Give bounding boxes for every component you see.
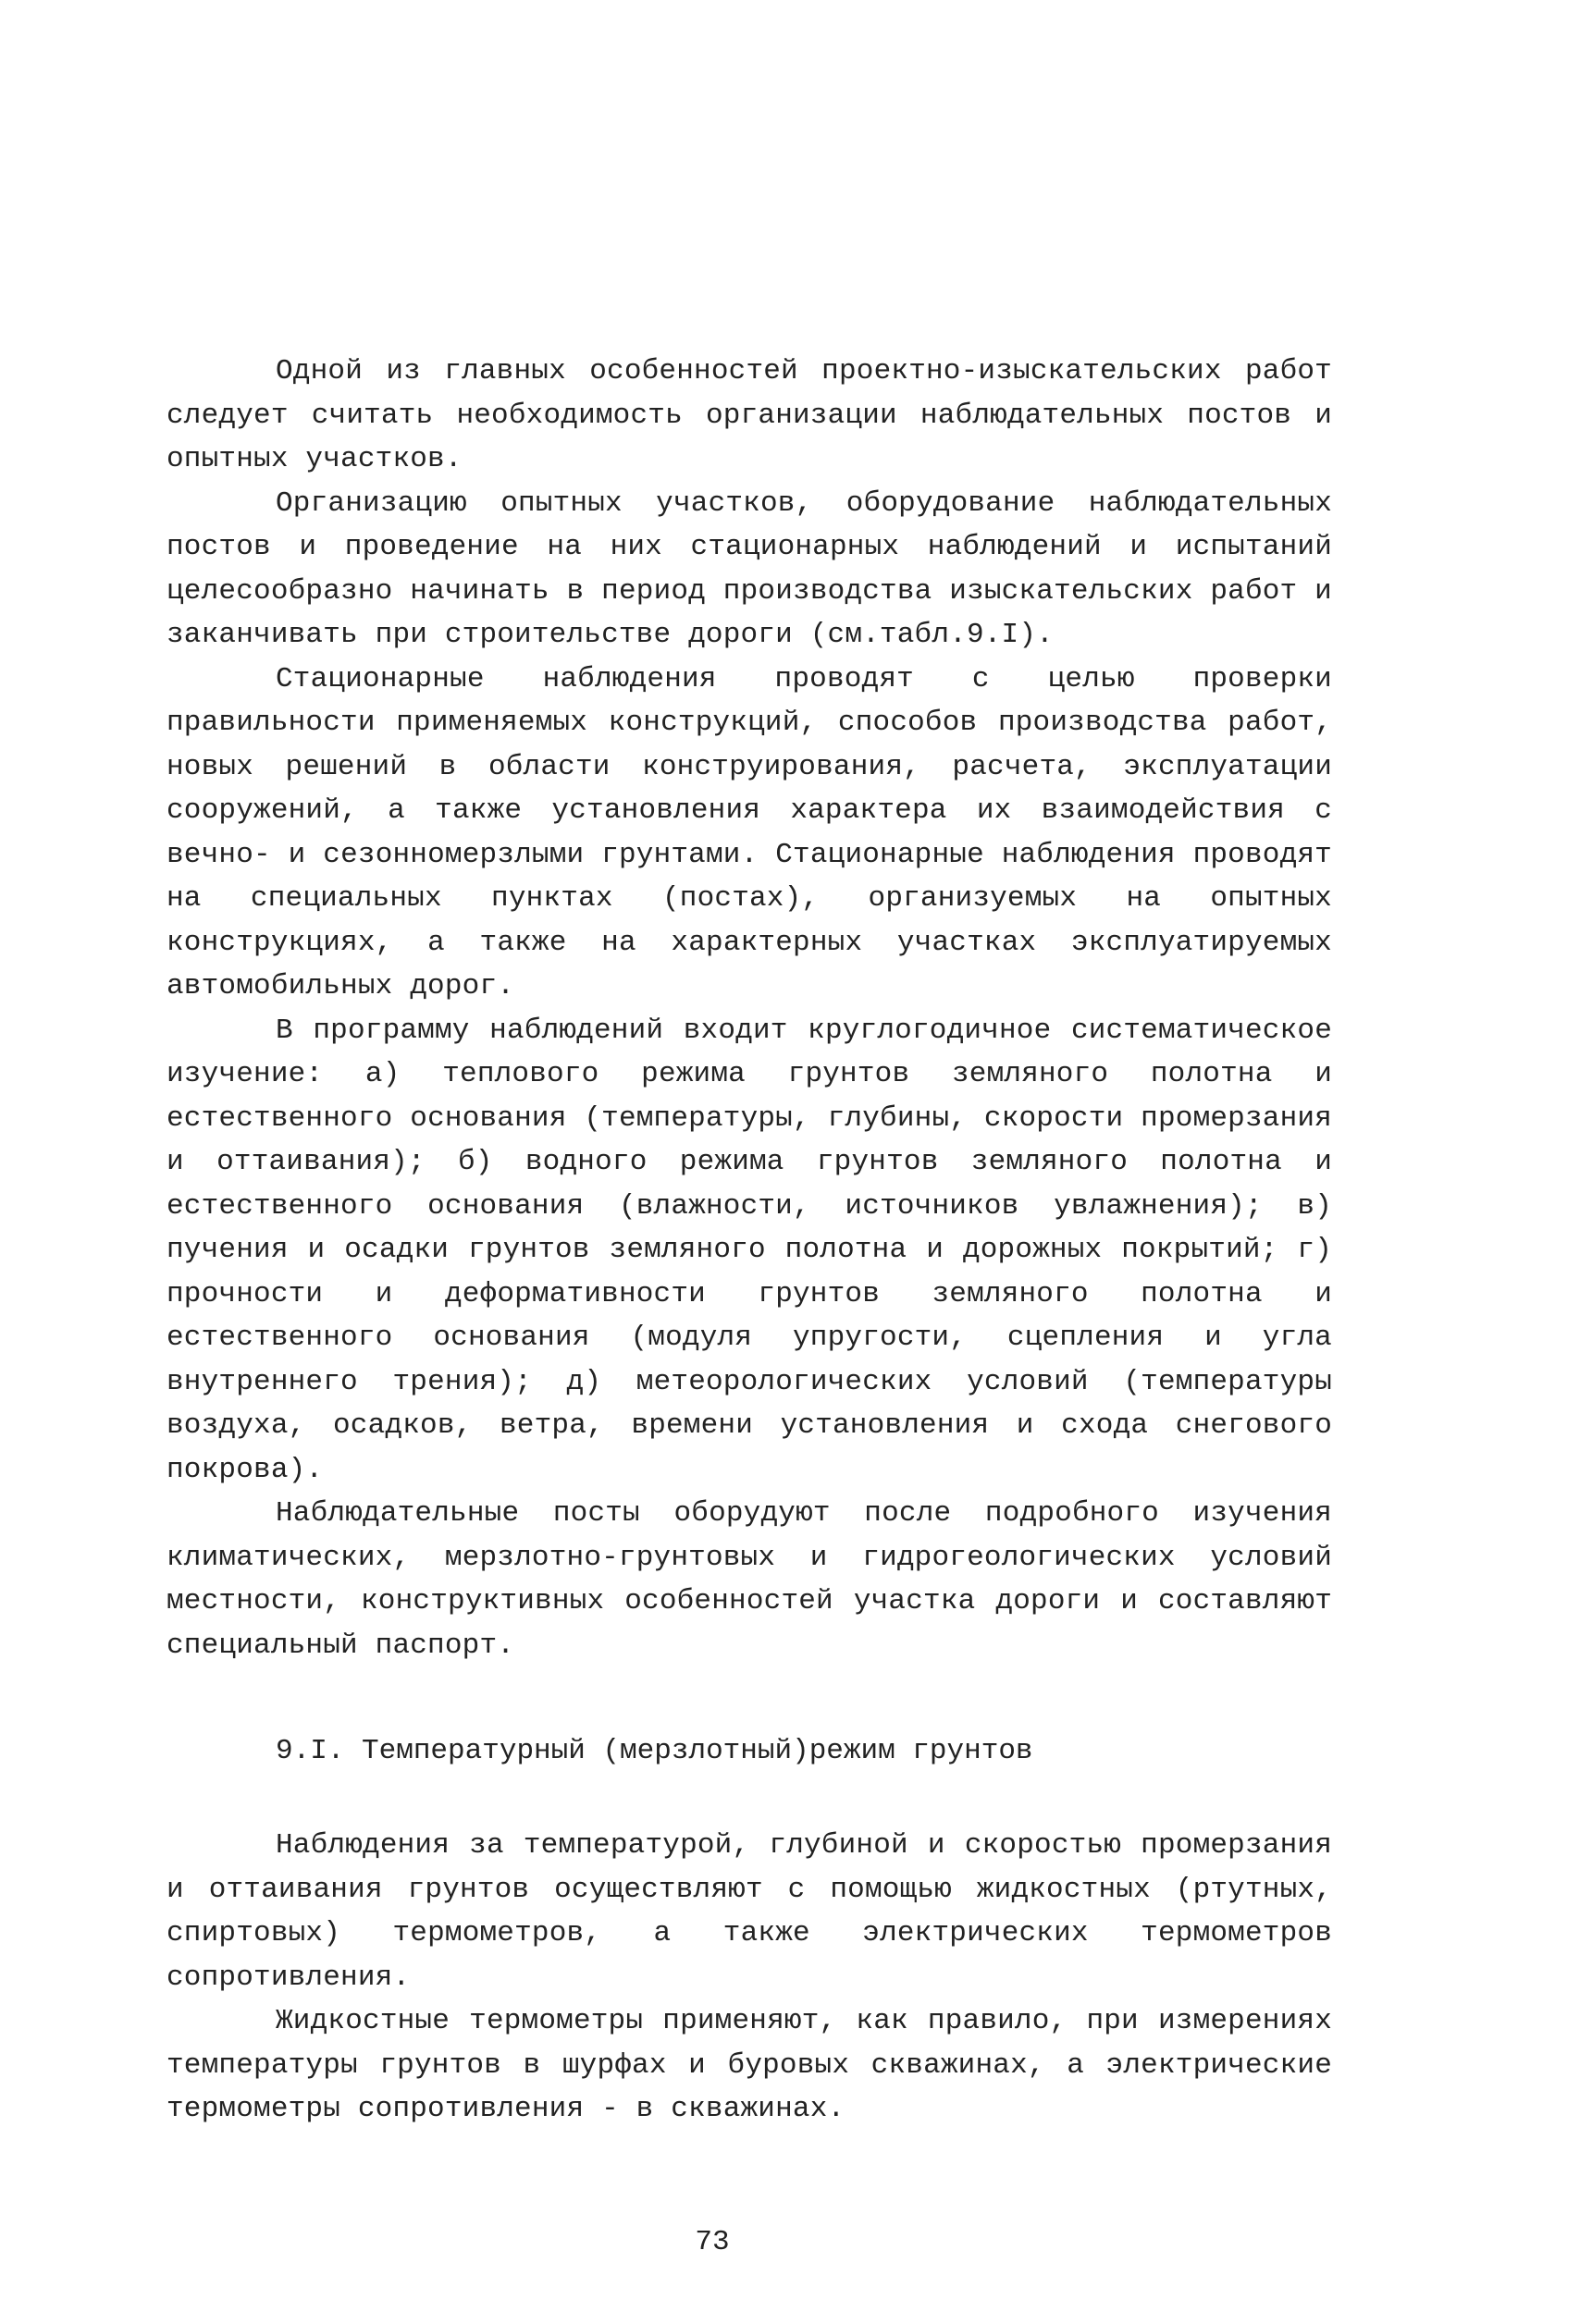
page-number: 73 — [695, 2226, 730, 2258]
body-text-part2 — [167, 1824, 1332, 2132]
paragraph-observation-posts: Наблюдательные посты оборудуют после подробного изучения климатических, мерзлотно-грунтовых и гидрогеологических условий местности, конструктивных особенностей участка дороги и составляют специальный паспорт. — [167, 1497, 1332, 1662]
paragraph-stationary-observations: Стационарные наблюдения проводят с целью проверки правильности применяемых конструкций, способов производства работ, новых решений в области конструирования, расчета, эксплуатации сооружений, а также установления характера их взаимодействия с вечно- и сезонномерзлыми грунтами. Стационарные наблюдения проводят на специальных пунктах (постах), организуемых на опытных конструкциях, а также на характерных участках эксплуатируемых автомобильных дорог. — [167, 662, 1332, 1002]
paragraph-observation-program: В программу наблюдений входит круглогодичное систематическое изучение: а) теплового режима грунтов земляного полотна и естественного основания (температуры, глубины, скорости промерзания и оттаивания); б) водного режима грунтов земляного полотна и естественного основания (влажности, источников увлажнения); в) пучения и осадки грунтов земляного полотна и дорожных покрытий; г) прочности и деформативности грунтов земляного полотна и естественного основания (модуля упругости, сцепления и угла внутреннего трения); д) метеорологических условий (температуры воздуха, осадков, ветра, времени установления и схода снегового покрова). — [167, 1014, 1332, 1486]
paragraph-experimental-sections: Организацию опытных участков, оборудование наблюдательных постов и проведение на них стационарных наблюдений и испытаний целесообразно начинать в период производства изыскательских работ и заканчивать при строительстве дороги (см.табл.9.I). — [167, 486, 1332, 651]
section-heading: 9.I. Температурный (мерзлотный)режим грунтов — [276, 1735, 1033, 1767]
paragraph-temperature-measurement: Наблюдения за температурой, глубиной и скоростью промерзания и оттаивания грунтов осуществляют с помощью жидкостных (ртутных, спиртовых) термометров, а также электрических термометров сопротивления. — [167, 1829, 1332, 1994]
paragraph-liquid-thermometers: Жидкостные термометры применяют, как правило, при измерениях температуры грунтов в шурфах и буровых скважинах, а электрические термометры сопротивления - в скважинах. — [167, 2005, 1332, 2125]
body-text-part1 — [167, 350, 1332, 1667]
paragraph-survey-features: Одной из главных особенностей проектно-изыскательских работ следует считать необходимость организации наблюдательных постов и опытных участков. — [167, 355, 1332, 475]
